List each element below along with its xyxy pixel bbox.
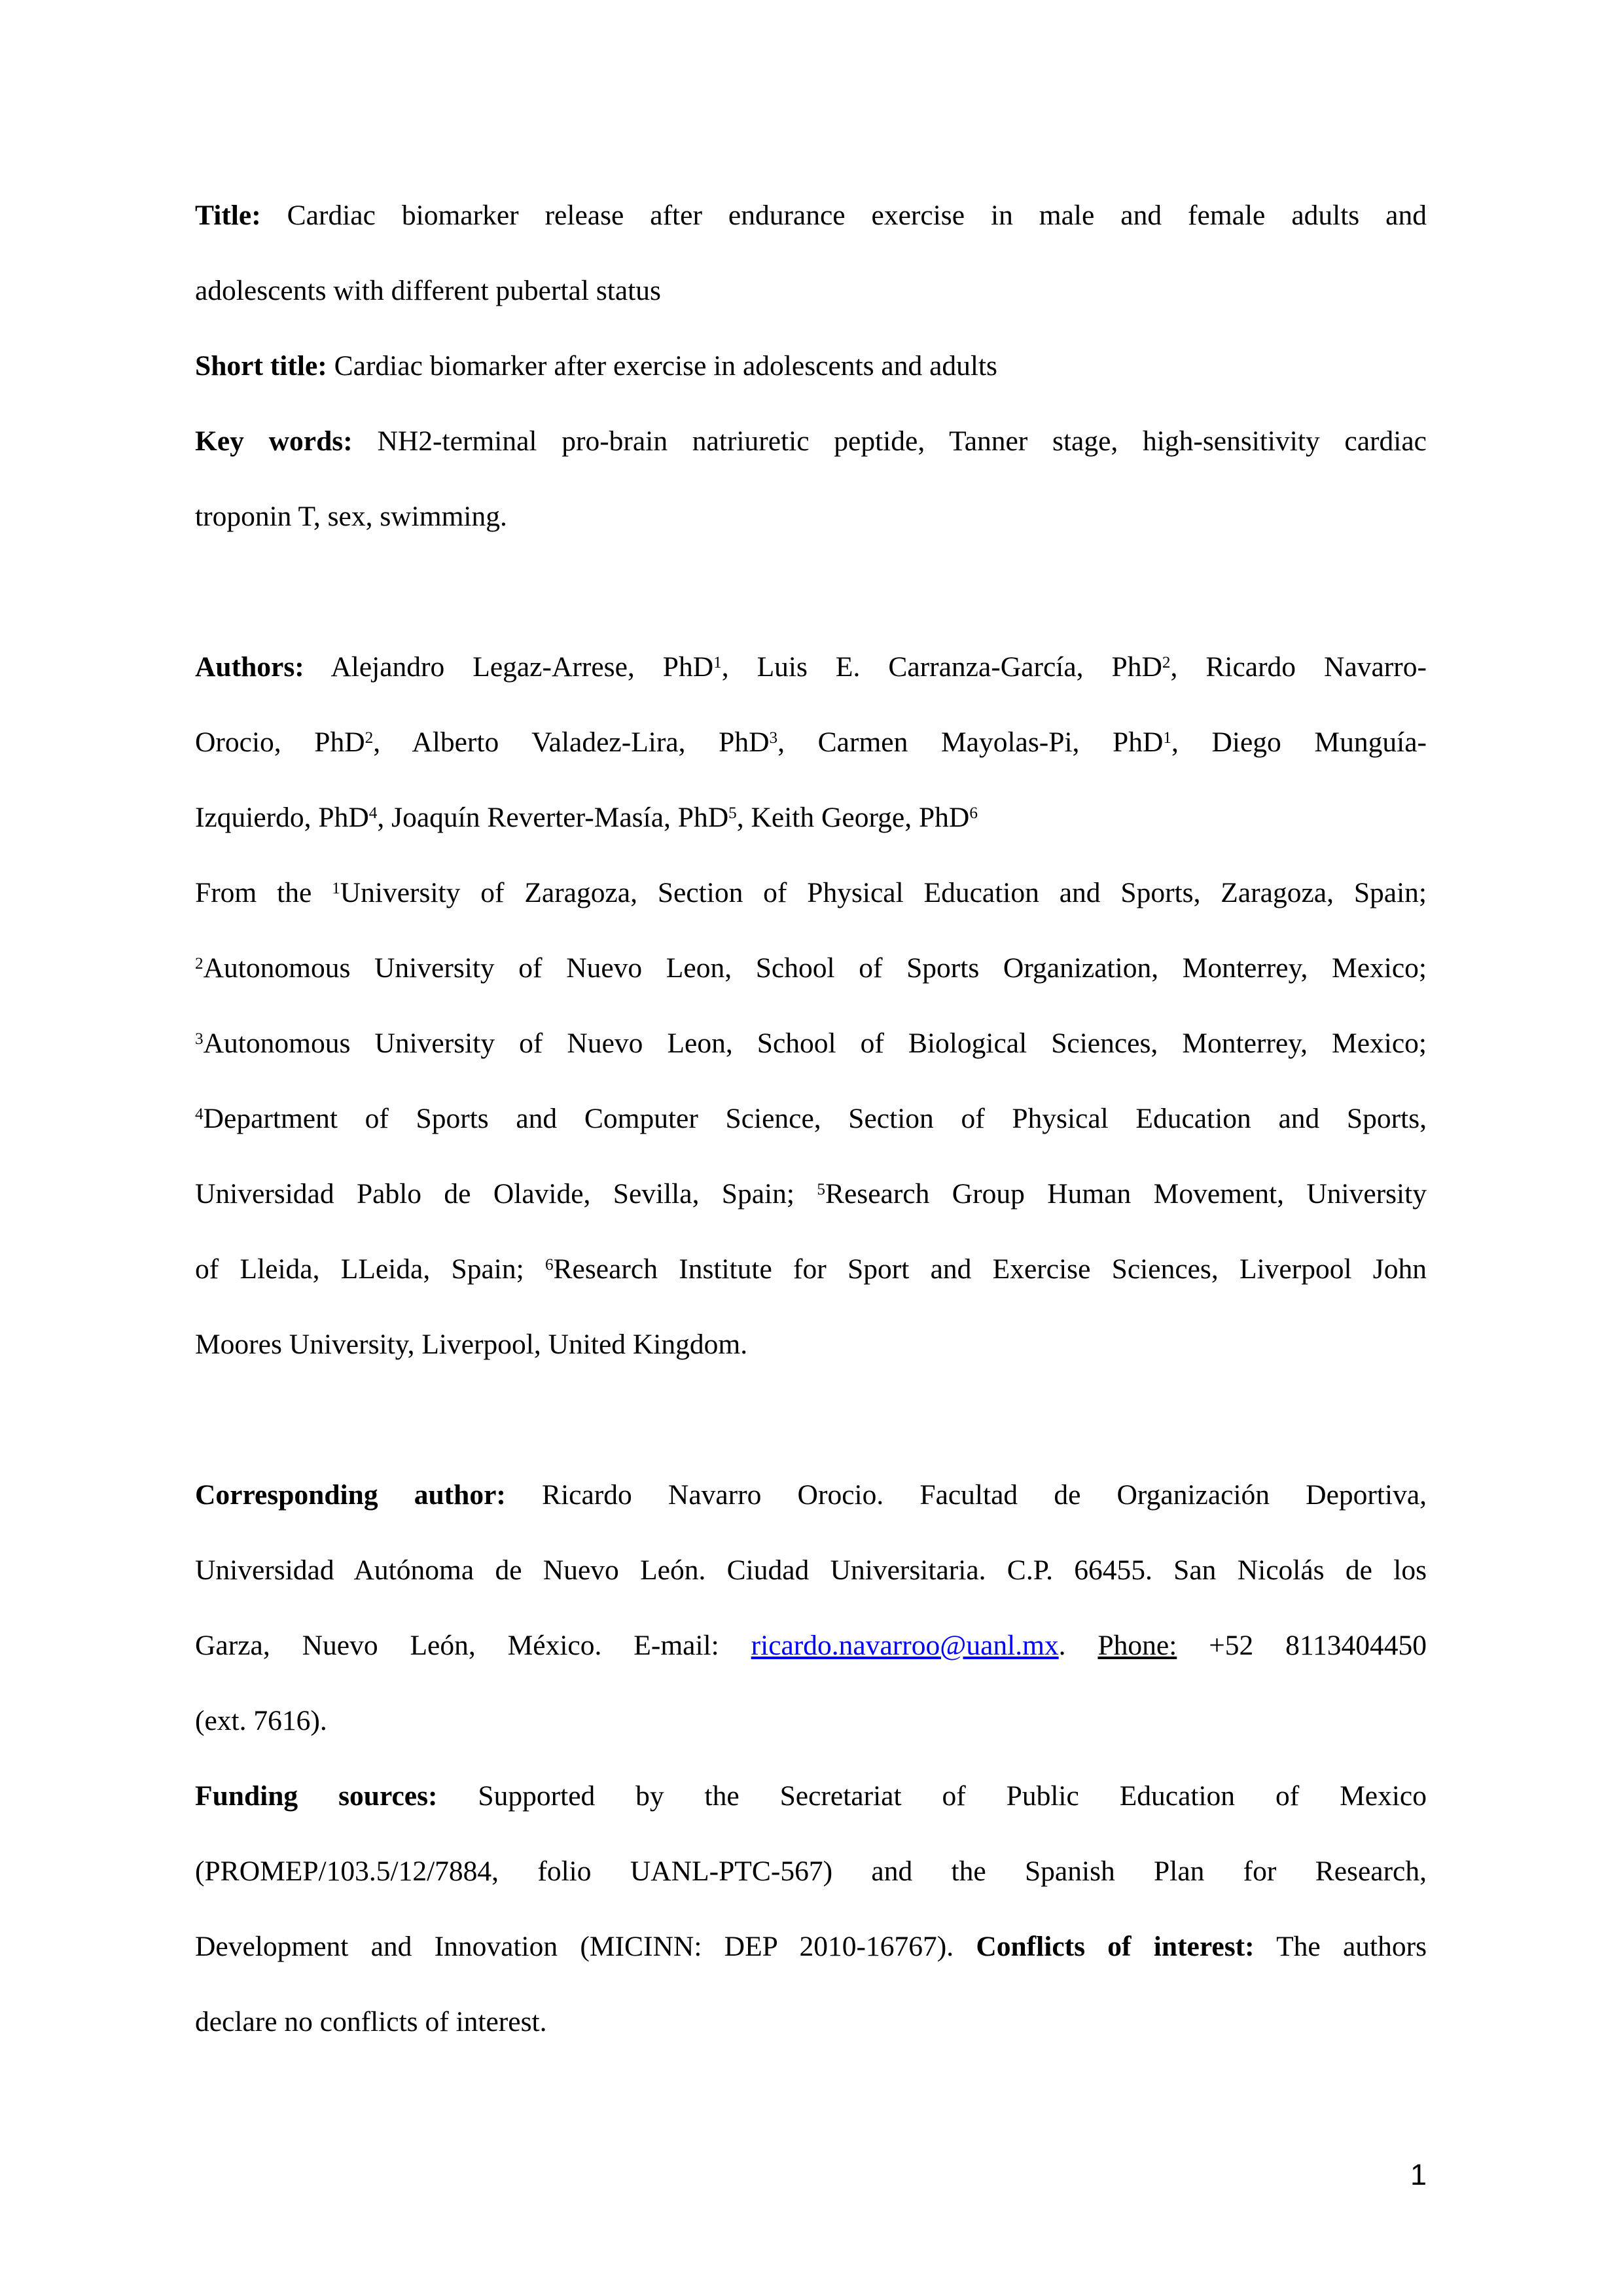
- affiliation-text-run: of Lleida, LLeida, Spain;: [195, 1253, 545, 1285]
- author-text-run: , Keith George, PhD: [736, 802, 970, 833]
- corresponding-line-4: [195, 1683, 1427, 1759]
- funding-line-3: [195, 1909, 1427, 1984]
- title-label: Title:: [195, 200, 261, 231]
- affiliation-superscript: 5: [817, 1180, 825, 1198]
- affiliations-paragraph: [195, 855, 1427, 1382]
- short-title-label: Short title:: [195, 350, 327, 382]
- corresponding-author-paragraph: [195, 1458, 1427, 1759]
- affiliations-line-5: [195, 1157, 1427, 1232]
- author-superscript: 1: [1163, 728, 1171, 747]
- affiliation-text-run: Moores University, Liverpool, United Kingdom.: [195, 1329, 748, 1360]
- author-text-run: , Ricardo Navarro-: [1170, 651, 1427, 683]
- author-text-run: , Diego Munguía-: [1171, 726, 1427, 758]
- author-superscript: 5: [728, 804, 737, 822]
- author-superscript: 6: [969, 804, 978, 822]
- keywords-label: Key words:: [195, 425, 353, 457]
- affiliations-line-3: [195, 1006, 1427, 1081]
- authors-line-3: [195, 780, 1427, 855]
- funding-text-run: declare no conflicts of interest.: [195, 2006, 547, 2037]
- author-superscript: 4: [368, 804, 378, 822]
- corresponding-text-run: Universidad Autónoma de Nuevo León. Ciudad Universitaria. C.P. 66455. San Nicolás de los: [195, 1554, 1427, 1586]
- phone-number: +52 8113404450: [1177, 1630, 1427, 1661]
- corresponding-line-3: [195, 1608, 1427, 1683]
- affiliation-superscript: 4: [195, 1105, 204, 1123]
- affiliations-line-4: [195, 1081, 1427, 1157]
- affiliations-line-1: [195, 855, 1427, 931]
- keywords-line-1: [195, 404, 1427, 479]
- affiliation-superscript: 3: [195, 1030, 204, 1048]
- author-superscript: 1: [713, 653, 722, 672]
- title-text-run: Cardiac biomarker release after endurance exercise in male and female adults and: [260, 200, 1427, 231]
- author-text-run: Orocio, PhD: [195, 726, 365, 758]
- funding-sources-label: Funding sources:: [195, 1780, 438, 1812]
- title-paragraph: [195, 178, 1427, 329]
- affiliations-line-7: [195, 1307, 1427, 1382]
- phone-label: Phone:: [1097, 1630, 1177, 1661]
- funding-text-run: Supported by the Secretariat of Public Education of Mexico: [437, 1780, 1427, 1812]
- authors-line-2: [195, 705, 1427, 780]
- blank-line: [195, 1382, 1427, 1458]
- affiliation-text-run: Department of Sports and Computer Science, Section of Physical Education and Sports,: [203, 1103, 1427, 1134]
- email-link[interactable]: ricardo.navarroo@uanl.mx: [751, 1630, 1059, 1661]
- title-line-1: [195, 178, 1427, 253]
- keywords-paragraph: [195, 404, 1427, 554]
- funding-line-4: [195, 1984, 1427, 2060]
- corresponding-line-1: [195, 1458, 1427, 1533]
- affiliation-text-run: Research Group Human Movement, University: [825, 1178, 1427, 1210]
- author-superscript: 3: [769, 728, 778, 747]
- affiliation-superscript: 1: [332, 879, 340, 897]
- authors-paragraph: [195, 630, 1427, 855]
- author-superscript: 2: [1162, 653, 1171, 672]
- funding-text-run: (PROMEP/103.5/12/7884, folio UANL-PTC-567) and the Spanish Plan for Research,: [195, 1856, 1427, 1887]
- document-content: [195, 178, 1427, 2060]
- keywords-text-run: troponin T, sex, swimming.: [195, 501, 507, 532]
- keywords-line-2: [195, 479, 1427, 554]
- author-text-run: Alejandro Legaz-Arrese, PhD: [304, 651, 714, 683]
- corresponding-text-run: Ricardo Navarro Orocio. Facultad de Organización Deportiva,: [505, 1479, 1427, 1511]
- corresponding-text-run: Garza, Nuevo León, México. E-mail:: [195, 1630, 751, 1661]
- affiliations-line-6: [195, 1232, 1427, 1307]
- affiliation-superscript: 6: [544, 1255, 554, 1274]
- affiliation-text-run: Research Institute for Sport and Exercise Sciences, Liverpool John: [553, 1253, 1427, 1285]
- title-text-run: adolescents with different pubertal status: [195, 275, 661, 306]
- funding-text-run: The authors: [1254, 1931, 1427, 1962]
- corresponding-author-label: Corresponding author:: [195, 1479, 506, 1511]
- funding-text-run: Development and Innovation (MICINN: DEP 2010-16767).: [195, 1931, 976, 1962]
- author-text-run: , Luis E. Carranza-García, PhD: [721, 651, 1162, 683]
- author-text-run: , Carmen Mayolas-Pi, PhD: [777, 726, 1164, 758]
- author-text-run: , Joaquín Reverter-Masía, PhD: [377, 802, 729, 833]
- affiliation-text-run: Universidad Pablo de Olavide, Sevilla, Spain;: [195, 1178, 817, 1210]
- author-text-run: , Alberto Valadez-Lira, PhD: [373, 726, 770, 758]
- corresponding-text-run: .: [1058, 1630, 1098, 1661]
- authors-label: Authors:: [195, 651, 304, 683]
- affiliation-text-run: University of Zaragoza, Section of Physical Education and Sports, Zaragoza, Spain;: [340, 877, 1427, 908]
- affiliation-text-run: Autonomous University of Nuevo Leon, School of Biological Sciences, Monterrey, Mexico;: [203, 1028, 1427, 1059]
- affiliation-superscript: 2: [195, 954, 204, 973]
- short-title-paragraph: [195, 329, 1427, 404]
- funding-paragraph: [195, 1759, 1427, 2060]
- short-title-text-run: Cardiac biomarker after exercise in adolescents and adults: [327, 350, 997, 382]
- funding-line-2: [195, 1834, 1427, 1909]
- page-number: 1: [1410, 2158, 1427, 2191]
- affiliation-text-run: Autonomous University of Nuevo Leon, School of Sports Organization, Monterrey, Mexico;: [203, 952, 1427, 984]
- author-text-run: Izquierdo, PhD: [195, 802, 369, 833]
- affiliations-line-2: [195, 931, 1427, 1006]
- phone-extension: (ext. 7616).: [195, 1705, 327, 1736]
- blank-line: [195, 554, 1427, 630]
- affiliation-text-run: From the: [195, 877, 332, 908]
- keywords-text-run: NH2-terminal pro-brain natriuretic peptide, Tanner stage, high-sensitivity cardiac: [352, 425, 1427, 457]
- author-superscript: 2: [365, 728, 374, 747]
- conflicts-of-interest-label: Conflicts of interest:: [976, 1931, 1255, 1962]
- corresponding-line-2: [195, 1533, 1427, 1608]
- funding-line-1: [195, 1759, 1427, 1834]
- short-title-line: [195, 329, 1427, 404]
- title-line-2: [195, 253, 1427, 329]
- authors-line-1: [195, 630, 1427, 705]
